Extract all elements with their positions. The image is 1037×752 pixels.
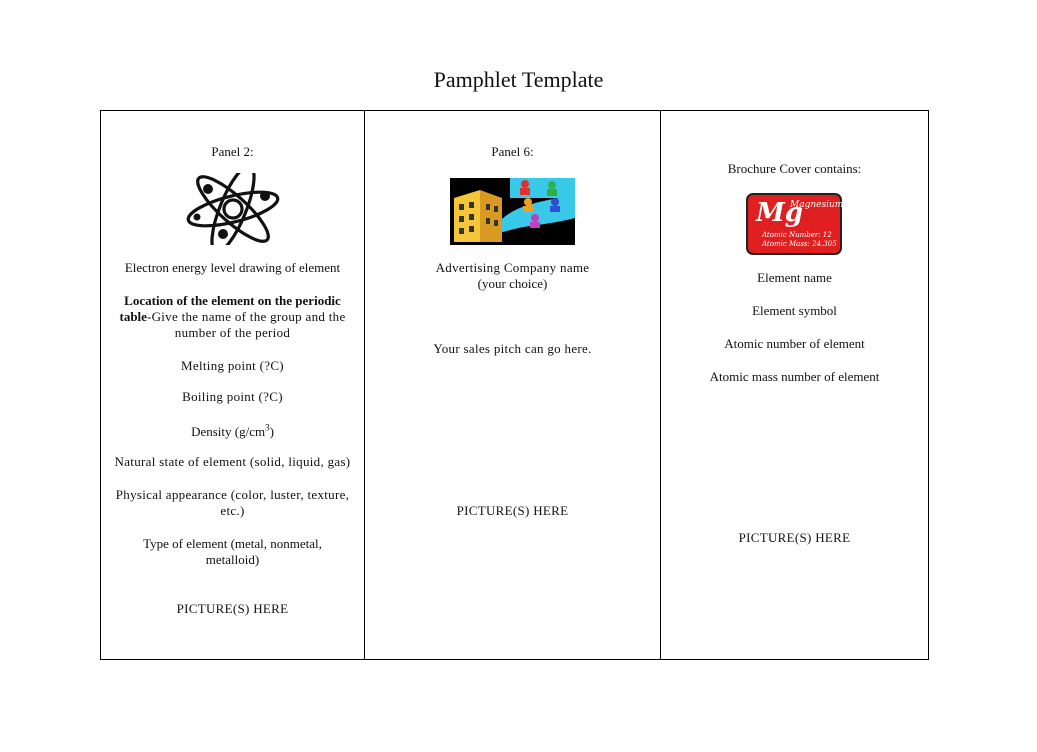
element-tile-symbol: Mg bbox=[756, 198, 803, 228]
panel-6-heading: Panel 6: bbox=[491, 144, 534, 159]
density-text bbox=[101, 424, 364, 440]
location-bold: Location of the element on the periodic table bbox=[119, 293, 341, 324]
density-suffix: ) bbox=[269, 424, 274, 439]
panel-2-heading: Panel 2: bbox=[211, 144, 254, 159]
picture-placeholder: PICTURE(S) HERE bbox=[738, 530, 851, 545]
cover-heading: Brochure Cover contains: bbox=[727, 161, 862, 176]
picture-placeholder: PICTURE(S) HERE bbox=[456, 503, 569, 518]
panel-6 bbox=[365, 111, 661, 659]
cover-item-atomic-mass: Atomic mass number of element bbox=[709, 369, 880, 384]
location-text bbox=[101, 293, 364, 341]
density-prefix: Density (g/cm bbox=[191, 424, 266, 439]
picture-placeholder: PICTURE(S) HERE bbox=[176, 601, 289, 616]
cover-panel bbox=[661, 111, 928, 659]
element-tile-magnesium bbox=[746, 193, 842, 255]
element-tile-atomic-number: Atomic Number: 12 bbox=[762, 231, 832, 239]
element-tile-name: Magnesium bbox=[790, 200, 844, 210]
cover-item-atomic-number: Atomic number of element bbox=[724, 336, 865, 351]
location-rest: -Give the name of the group and the number of the period bbox=[146, 309, 346, 340]
natural-state-text: Natural state of element (solid, liquid, gas) bbox=[114, 454, 351, 469]
cover-item-element-name: Element name bbox=[757, 270, 832, 285]
atom-icon bbox=[183, 173, 283, 245]
city-people-clipart-icon bbox=[450, 178, 575, 245]
sales-pitch-text: Your sales pitch can go here. bbox=[433, 341, 592, 356]
melting-point-text: Melting point (?C) bbox=[181, 358, 284, 373]
density-superscript: 3 bbox=[265, 422, 270, 433]
pamphlet-frame bbox=[100, 110, 929, 660]
boiling-point-text: Boiling point (?C) bbox=[182, 389, 283, 404]
your-choice-text: (your choice) bbox=[477, 276, 548, 291]
page-title: Pamphlet Template bbox=[433, 67, 604, 92]
physical-appearance-text: Physical appearance (color, luster, texture, etc.) bbox=[115, 487, 350, 518]
element-tile-atomic-mass: Atomic Mass: 24.305 bbox=[762, 240, 837, 248]
panel-2 bbox=[101, 111, 365, 659]
cover-item-element-symbol: Element symbol bbox=[752, 303, 837, 318]
company-name-text: Advertising Company name bbox=[435, 260, 590, 275]
electron-drawing-text: Electron energy level drawing of element bbox=[124, 260, 341, 275]
type-of-element-text: Type of element (metal, nonmetal, metalloid) bbox=[143, 536, 322, 567]
